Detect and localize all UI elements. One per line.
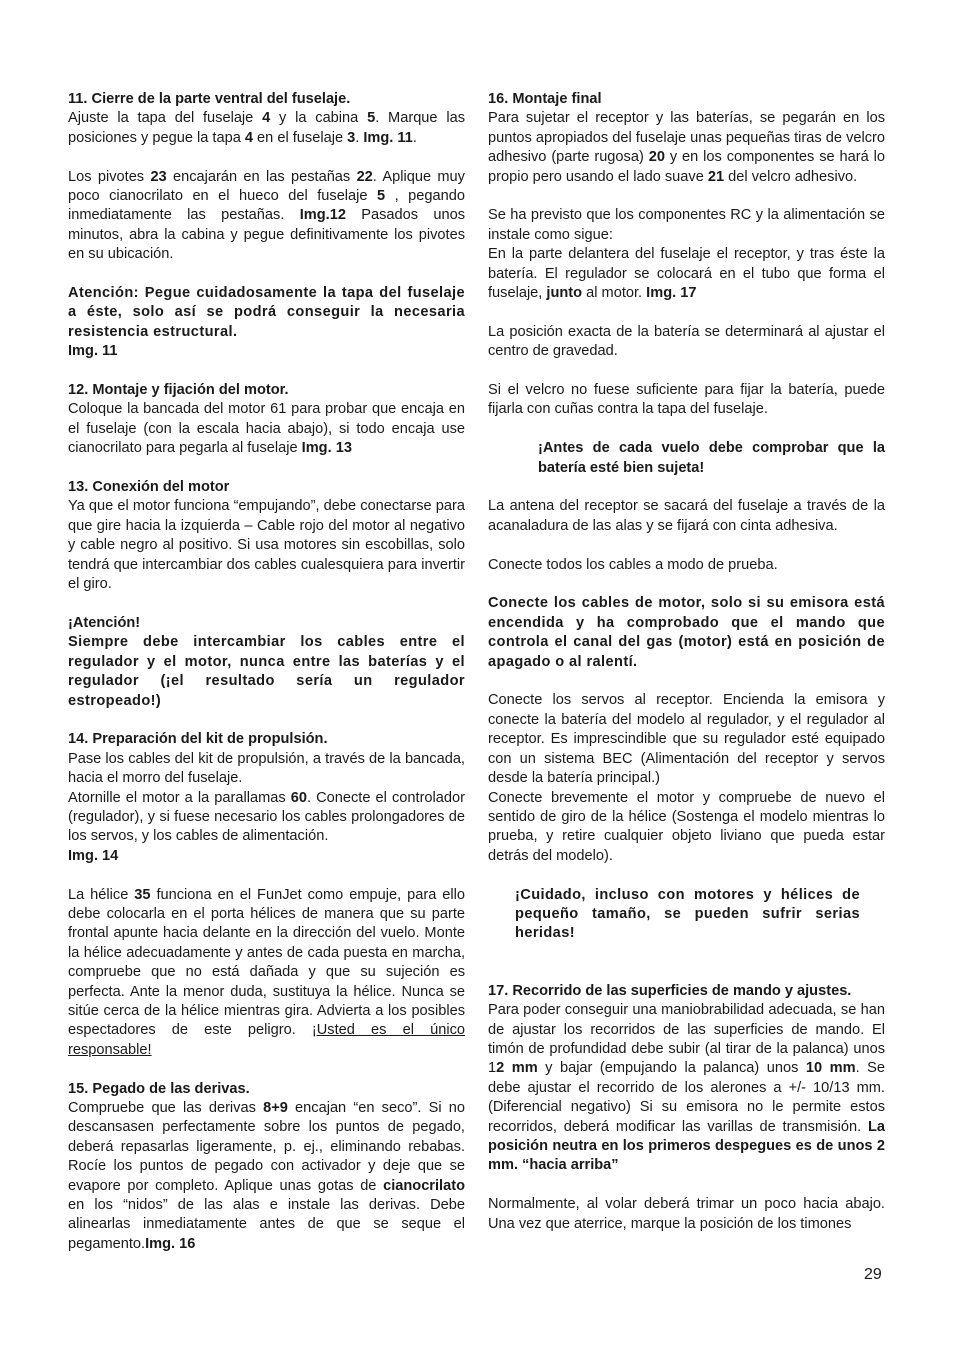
- bold-text-run: Img. 13: [301, 440, 352, 457]
- text-run: En la parte delantera del fuselaje el receptor, y tras éste la batería. El regulador se colocará en el tubo que forma el fuselaje,: [488, 246, 885, 302]
- section-13-attention-body: Siempre debe intercambiar los cables entre el regulador y el motor, nunca entre las baterías y el regulador (¡el resultado sería un regulador estropeado!): [68, 634, 465, 709]
- section-11-attention: Atención: Pegue cuidadosamente la tapa del fuselaje a éste, solo así se podrá conseguir la necesaria resistencia estructural.: [68, 285, 465, 340]
- motor-cable-warning: Conecte los cables de motor, solo si su emisora está encendida y ha comprobado que el mando que controla el canal del gas (motor) está en posición de apagado o al ralentí.: [488, 595, 885, 670]
- text-run: . Marque las posiciones y pegue la tapa: [68, 110, 465, 146]
- section-11-paragraph-2: [68, 168, 465, 265]
- left-column: [68, 90, 465, 1254]
- bold-text-run: Img. 16: [145, 1235, 196, 1252]
- section-14-paragraph-1: Pase los cables del kit de propulsión, a través de la bancada, hacia el morro del fuselaje.: [68, 750, 465, 787]
- section-16-heading: 16. Montaje final: [488, 91, 602, 107]
- section-13-paragraph: Ya que el motor funciona “empujando”, debe conectarse para que gire hacia la izquierda – Cable rojo del motor al negativo y cable negro al positivo. Si usa motores sin escobillas, solo tendrá que intercambiar dos cables cualesquiera para invertir el giro.: [68, 498, 465, 593]
- battery-warning: ¡Antes de cada vuelo debe comprobar que la batería esté bien sujeta!: [538, 440, 885, 476]
- section-16-paragraph-3: [488, 245, 885, 303]
- text-run: del velcro adhesivo.: [724, 168, 858, 185]
- bold-text-run: 3: [347, 129, 356, 146]
- bold-text-run: 35: [134, 886, 151, 903]
- bold-text-run: 22: [356, 168, 373, 185]
- section-15-heading: 15. Pegado de las derivas.: [68, 1080, 250, 1097]
- text-run: Atornille el motor a la parallamas: [68, 789, 291, 806]
- section-14-paragraph-2: [68, 789, 465, 847]
- underlined-text-run: ¡Usted es el único responsable!: [68, 1022, 465, 1058]
- text-run: Pasados unos minutos, abra la cabina y pegue definitivamente los pivotes en su ubicación.: [68, 207, 465, 263]
- bold-text-run: 4: [244, 129, 253, 146]
- text-run: en el fuselaje: [253, 129, 348, 146]
- section-11-heading: 11. Cierre de la parte ventral del fuselaje.: [68, 91, 351, 107]
- section-16-paragraph-6: La antena del receptor se sacará del fuselaje a través de la acanaladura de las alas y se fijará con cinta adhesiva.: [488, 498, 885, 534]
- page-number: 29: [864, 1266, 882, 1283]
- section-17-paragraph-1: [488, 1001, 885, 1176]
- bold-text-run: Img. 11: [363, 129, 413, 146]
- section-16-paragraph-5: Si el velcro no fuese suficiente para fijar la batería, puede fijarla con cuñas contra la tapa del fuselaje.: [488, 382, 885, 418]
- text-run: al motor.: [582, 285, 647, 302]
- bold-text-run: 23: [150, 168, 167, 185]
- bold-text-run: cianocrilato: [383, 1177, 465, 1194]
- text-run: .: [412, 129, 417, 146]
- section-12-heading: 12. Montaje y fijación del motor.: [68, 382, 289, 399]
- text-run: Compruebe que las derivas: [68, 1100, 264, 1116]
- section-14-image-ref: Img. 14: [68, 847, 119, 864]
- text-run: Coloque la bancada del motor 61 para probar que encaja en el fuselaje (con la escala hacia abajo), si todo encaja use cianocrilato para pegarla al fuselaje: [68, 401, 465, 457]
- bold-text-run: La posición neutra en los primeros despegues es de unos 2 mm. “hacia arriba”: [488, 1118, 885, 1174]
- bold-text-run: Img.12: [299, 207, 346, 224]
- bold-text-run: 2 mm: [496, 1060, 538, 1077]
- section-17-paragraph-2: Normalmente, al volar deberá trimar un poco hacia abajo. Una vez que aterrice, marque la posición de los timones: [488, 1196, 885, 1232]
- bold-text-run: 4: [262, 110, 271, 127]
- bold-text-run: 60: [290, 789, 307, 806]
- text-run: y en los componentes se hará lo propio pero usando el lado suave: [488, 149, 886, 185]
- section-11-image-ref: Img. 11: [68, 343, 118, 360]
- text-run: . Conecte el controlador (regulador), y si fuese necesario los cables prolongadores de los servos, y los cables de alimentación.: [68, 789, 465, 845]
- text-run: encajarán en las pestañas: [166, 168, 357, 185]
- section-17-heading: 17. Recorrido de las superficies de mando y ajustes.: [488, 982, 852, 999]
- section-14-heading: 14. Preparación del kit de propulsión.: [68, 731, 328, 748]
- section-16-paragraph-9: Conecte brevemente el motor y compruebe de nuevo el sentido de giro de la hélice (Sostenga el modelo mientras lo prueba, y retire cualquier objeto liviano que pueda estar detrás del modelo).: [488, 789, 885, 864]
- section-14-paragraph-3: [68, 886, 465, 1061]
- bold-text-run: 5: [377, 188, 386, 205]
- section-13-attention-title: ¡Atención!: [68, 614, 141, 631]
- text-run: en los “nidos” de las alas e instale las derivas. Debe alinearlas inmediatamente antes de que se seque el pegamento.: [68, 1197, 465, 1252]
- bold-text-run: 8+9: [263, 1100, 288, 1116]
- text-run: Para poder conseguir una maniobrabilidad adecuada, se han de ajustar los recorridos de las superficies de mando. El timón de profundidad debe subir (al tirar de la palanca) unos 1: [488, 1002, 885, 1077]
- section-16-paragraph-1: [488, 109, 885, 187]
- bold-text-run: 10 mm: [805, 1060, 856, 1077]
- section-13-heading: 13. Conexión del motor: [68, 479, 230, 496]
- text-run: .: [355, 129, 364, 146]
- text-run: , pegando inmediatamente las pestañas.: [68, 188, 465, 224]
- text-run: y la cabina: [270, 110, 368, 127]
- text-run: encajan “en seco”. Si no descansasen perfectamente sobre los puntos de pegado, deberá repasarlas ligeramente, p. ej., eliminando rebabas. Rocíe los puntos de pegado con activador y deje que se evapore por completo. Aplique unas gotas de: [68, 1100, 465, 1194]
- right-column: [488, 90, 885, 1234]
- section-16-paragraph-4: La posición exacta de la batería se determinará al ajustar el centro de gravedad.: [488, 323, 885, 360]
- bold-text-run: 20: [648, 149, 665, 166]
- text-run: y bajar (empujando la palanca) unos: [537, 1060, 806, 1077]
- text-run: Los pivotes: [68, 168, 151, 185]
- text-run: . Aplique muy poco cianocrilato en el hueco del fuselaje: [68, 168, 465, 205]
- bold-text-run: junto: [546, 285, 583, 302]
- bold-text-run: Img. 17: [646, 285, 697, 302]
- text-run: La hélice: [68, 886, 135, 903]
- text-run: . Se debe ajustar el recorrido de los alerones a +/- 10/13 mm. (Diferencial negativo) Si su emisora no le permite estos recorridos, deberá modificar las varillas de transmisión.: [488, 1060, 885, 1135]
- section-16-paragraph-2: Se ha previsto que los componentes RC y la alimentación se instale como sigue:: [488, 207, 885, 243]
- text-run: Para sujetar el receptor y las baterías, se pegarán en los puntos apropiados del fuselaje unas pequeñas tiras de velcro adhesivo (parte rugosa): [488, 110, 885, 166]
- section-12-paragraph: [68, 400, 465, 458]
- section-15-paragraph: [68, 1099, 465, 1254]
- text-run: funciona en el FunJet como empuje, para ello debe colocarla en el porta hélices de manera que su parte frontal apunte hacia delante en la dirección del vuelo. Monte la hélice adecuadamente y antes de cada puesta en marcha, compruebe que no está dañada y que su sujeción es perfecta. Ante la menor duda, sustituya la hélice. Nunca se sitúe cerca de la hélice mientras gira. Advierta a los posibles espectadores de este peligro.: [68, 886, 465, 1039]
- bold-text-run: 21: [707, 168, 725, 185]
- section-16-paragraph-7: Conecte todos los cables a modo de prueba.: [488, 556, 778, 573]
- text-run: Ajuste la tapa del fuselaje: [68, 110, 263, 127]
- section-16-paragraph-8: Conecte los servos al receptor. Encienda la emisora y conecte la batería del modelo al regulador, y el regulador al receptor. Es imprescindible que su regulador esté equipado con un sistema BEC (Alimentación del receptor y servos desde la batería principal.): [488, 692, 885, 787]
- section-11-paragraph-1: [68, 109, 465, 148]
- injury-warning: ¡Cuidado, incluso con motores y hélices de pequeño tamaño, se pueden sufrir serias heridas!: [515, 886, 860, 942]
- bold-text-run: 5: [367, 110, 376, 127]
